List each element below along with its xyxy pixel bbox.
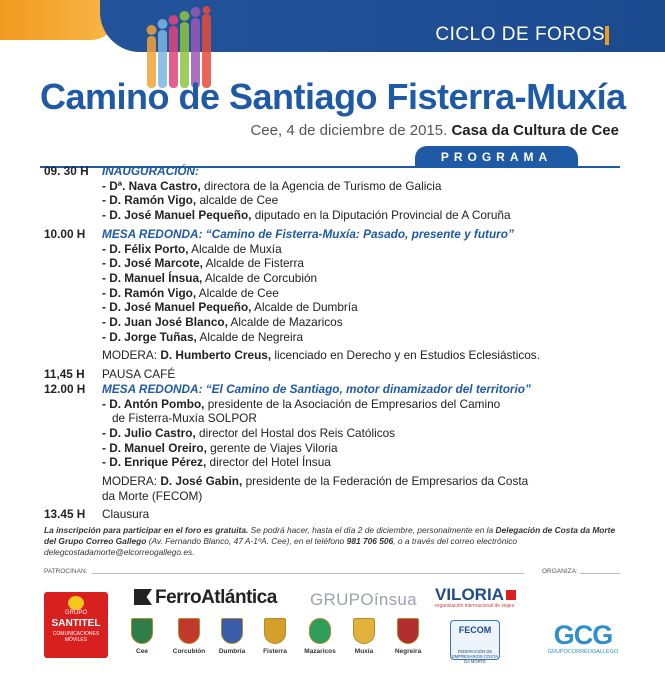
list-item xyxy=(102,330,634,345)
gcg-letters: GCG xyxy=(553,620,613,650)
fecom-name: FECOM xyxy=(458,625,492,635)
dumbria-shield-icon xyxy=(218,618,246,655)
town-label: Negreira xyxy=(394,648,422,655)
note-bold: La inscripción para participar en el foro es gratuita. xyxy=(44,525,249,535)
moderator-role: licenciado en Derecho y en Estudios Eclesiásticos. xyxy=(271,348,540,363)
grupoinsua-logo: GRUPOínsua xyxy=(310,590,417,609)
list-item-continuation: de Fisterra-Muxía SOLPOR xyxy=(112,411,257,426)
speaker-name: - D. Julio Castro, xyxy=(102,425,196,440)
town-label: Fisterra xyxy=(263,648,287,655)
viloria-logo xyxy=(435,585,516,609)
list-item xyxy=(102,242,634,257)
speaker-role: gerente de Viajes Viloria xyxy=(206,440,338,455)
corcubion-shield-icon xyxy=(172,618,206,655)
registration-note xyxy=(44,525,624,559)
note-bold: Delegación de Costa da Morte del Grupo Correo Gallego xyxy=(44,525,616,547)
sponsors-divider xyxy=(92,573,524,574)
session-time: 13.45 H xyxy=(44,507,86,522)
speaker-name: - D. Jorge Tuñas, xyxy=(102,329,197,344)
list-item xyxy=(102,300,634,315)
fisterra-shield-icon xyxy=(261,618,289,655)
town-label: Corcubión xyxy=(172,648,206,655)
session-pausa xyxy=(44,367,634,382)
event-place-date: Cee, 4 de diciembre de 2015. xyxy=(250,122,452,139)
page-title: Camino de Santiago Fisterra-Muxía xyxy=(40,76,626,117)
speaker-name: - D. José Manuel Pequeño, xyxy=(102,208,252,223)
santitel-grupo: GRUPO xyxy=(64,610,87,616)
gcg-logo xyxy=(543,620,623,655)
list-item xyxy=(102,256,634,271)
session-mesa-redonda-2 xyxy=(44,382,634,504)
list-item xyxy=(102,208,634,223)
muxia-shield-icon xyxy=(350,618,378,655)
session-quote: “El Camino de Santiago, motor dinamizador del territorio” xyxy=(202,381,531,396)
speaker-role: directora de la Agencia de Turismo de Galicia xyxy=(200,178,442,193)
organiza-label: ORGANIZA: xyxy=(542,568,578,575)
session-title: MESA REDONDA: xyxy=(102,381,203,396)
viloria-name: VILORIA xyxy=(435,585,504,604)
speaker-name: - D. José Manuel Pequeño, xyxy=(102,300,252,315)
speaker-role: Alcalde de Negreira xyxy=(196,329,304,344)
santitel-sub: COMUNICACIONES MÓVILES xyxy=(52,631,100,643)
speaker-role: diputado en la Diputación Provincial de A Coruña xyxy=(251,208,511,223)
cee-shield-icon xyxy=(128,618,156,655)
speaker-name: - D. Manuel Ínsua, xyxy=(102,270,203,285)
santitel-emblem-icon xyxy=(68,596,84,610)
list-item xyxy=(102,193,634,208)
town-label: Cee xyxy=(136,648,148,655)
list-item xyxy=(102,286,634,301)
list-item xyxy=(102,179,634,194)
speaker-name: - D. Ramón Vigo, xyxy=(102,193,197,208)
speaker-role: presidente de la Asociación de Empresarios del Camino xyxy=(204,396,501,411)
moderator-name: D. Humberto Creus, xyxy=(160,348,272,363)
santitel-name: SANTITEL xyxy=(51,618,101,629)
list-item xyxy=(102,455,634,470)
event-venue: Casa da Cultura de Cee xyxy=(451,122,619,139)
session-inauguracion xyxy=(44,164,634,223)
speaker-role: alcalde de Cee xyxy=(196,193,279,208)
moderator-label: MODERA: xyxy=(102,348,161,363)
session-time: 12.00 H xyxy=(44,381,86,396)
ferroatlantica-logo xyxy=(134,587,277,609)
moderator-line xyxy=(102,348,634,363)
list-item xyxy=(102,271,634,286)
gcg-name xyxy=(543,620,623,651)
organizer-divider xyxy=(580,573,620,574)
town-label: Mazaricos xyxy=(304,648,336,655)
ferroatlantica-name: FerroAtlántica xyxy=(155,587,277,608)
note-text: (Av. Fernando Blanco, 47 A-1ºA. Cee), en el teléfono xyxy=(146,536,347,547)
fecom-logo xyxy=(450,620,500,664)
orange-accent-bar xyxy=(605,26,609,45)
speaker-name: - D. José Marcote, xyxy=(102,256,203,271)
speaker-name: - D. Enrique Pérez, xyxy=(102,455,207,470)
town-label: Muxía xyxy=(354,648,374,655)
session-clausura xyxy=(44,507,634,522)
list-item xyxy=(102,441,634,456)
session-time: 09. 30 H xyxy=(44,164,89,178)
list-item xyxy=(102,426,634,441)
speaker-role: Alcalde de Fisterra xyxy=(202,256,304,271)
viloria-flag-icon xyxy=(506,590,516,600)
speaker-name: - D. Manuel Oreiro, xyxy=(102,440,207,455)
ciclo-de-foros-label: CICLO DE FOROS xyxy=(435,24,605,45)
speaker-role: Alcalde de Mazaricos xyxy=(227,315,343,330)
event-date-venue xyxy=(250,122,619,139)
moderator-role: presidente de la Federación de Empresarios da Costa xyxy=(242,474,529,489)
mazaricos-shield-icon xyxy=(304,618,336,655)
speaker-role: Alcalde de Muxía xyxy=(188,241,282,256)
programa-tab: PROGRAMA xyxy=(415,146,578,168)
gcg-sub: GRUPOCORREOGALLEGO xyxy=(547,649,619,655)
session-quote: “Camino de Fisterra-Muxía: Pasado, presente y futuro” xyxy=(202,226,514,241)
speaker-name: - D. Ramón Vigo, xyxy=(102,285,197,300)
moderator-label: MODERA: xyxy=(102,474,161,489)
speaker-role: Alcalde de Dumbría xyxy=(251,300,358,315)
session-title: MESA REDONDA: xyxy=(102,226,203,241)
moderator-line xyxy=(102,474,634,489)
session-time: 10.00 H xyxy=(44,226,86,241)
moderator-name: D. José Gabin, xyxy=(160,474,243,489)
speaker-name: - D. Antón Pombo, xyxy=(102,396,205,411)
ferroatlantica-icon xyxy=(134,589,152,605)
list-item xyxy=(102,397,634,412)
speaker-role: Alcalde de Cee xyxy=(196,285,279,300)
speaker-name: - D. Félix Porto, xyxy=(102,241,189,256)
list-item xyxy=(102,315,634,330)
speaker-role: director del Hotel Ínsua xyxy=(206,455,331,470)
note-text: Se podrá hacer, hasta el día 2 de diciembre, personalmente en la xyxy=(248,525,496,535)
session-time: 11,45 H xyxy=(44,367,85,382)
speaker-role: director del Hostal dos Reis Católicos xyxy=(195,425,396,440)
speaker-name: - Dª. Nava Castro, xyxy=(102,178,201,193)
fecom-sub: FEDERACIÓN DE EMPRESARIOS COSTA DA MORTE xyxy=(452,649,498,664)
session-text: PAUSA CAFÉ xyxy=(102,367,176,382)
town-label: Dumbría xyxy=(218,648,246,655)
program-list xyxy=(44,164,634,522)
moderator-continuation: da Morte (FECOM) xyxy=(102,488,203,503)
note-text: , o a través del correo electrónico xyxy=(393,536,518,547)
viloria-sub: organización internacional de viajes xyxy=(435,603,515,609)
note-email[interactable]: delegcostadamorte@elcorreogallego.es xyxy=(44,547,193,558)
speaker-role: Alcalde de Corcubión xyxy=(202,270,318,285)
session-title: INAUGURACIÓN: xyxy=(102,164,199,178)
note-text: . xyxy=(192,547,195,558)
santitel-logo xyxy=(44,592,108,658)
speaker-name: - D. Juan José Blanco, xyxy=(102,315,228,330)
session-mesa-redonda-1 xyxy=(44,227,634,363)
session-text: Clausura xyxy=(102,507,150,522)
patrocinan-label: PATROCINAN: xyxy=(44,568,88,575)
negreira-shield-icon xyxy=(394,618,422,655)
note-phone: 981 706 506 xyxy=(346,536,394,547)
